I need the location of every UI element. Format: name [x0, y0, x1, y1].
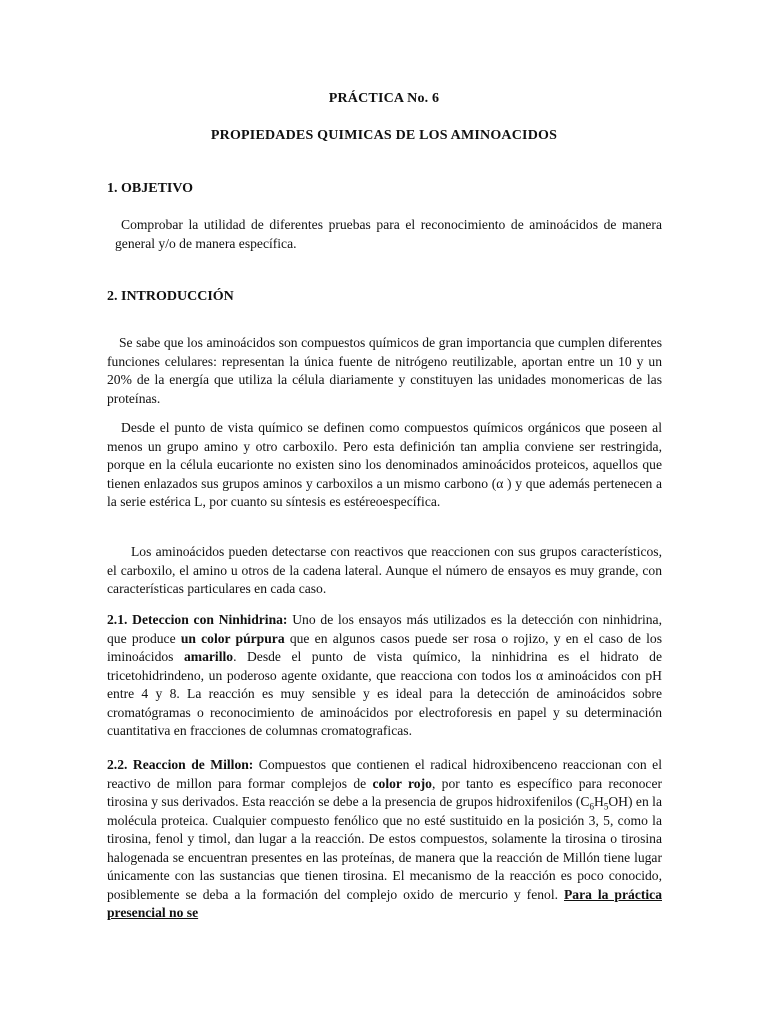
objective-text: Comprobar la utilidad de diferentes pruebas para el reconocimiento de aminoácidos de manera general y/o de manera específica.: [115, 217, 662, 251]
intro-paragraph-3: Los aminoácidos pueden detectarse con reactivos que reaccionen con sus grupos característicos, el carboxilo, el amino u otros de la cadena lateral. Aunque el número de ensayos es muy grande, con características particulares en cada caso.: [107, 544, 662, 596]
main-title: PROPIEDADES QUIMICAS DE LOS AMINOACIDOS: [210, 128, 558, 143]
section-millon: 2.2. Reaccion de Millon: Compuestos que contienen el radical hidroxibenceno reaccionan con el reactivo de millon para formar complejos de color rojo, por tanto es específico para reconocer tirosina y sus derivados. Esta reacción se debe a la presencia de grupos hidroxifenilos $(C_6H_5OH)$ en la molécula proteica. Cualquier compuesto fenólico que no esté sustituido en la posición 3, 5, como la tirosina, fenol y timol, dan lugar a la reacción. De estos compuestos, solamente la tirosina o tirosina halogenada se encuentran presentes en las proteínas, de manera que la reacción de Millón tiene lugar únicamente con las sustancias que tienen tirosina. El mecanismo de la reacción es poco conocido, posiblemente se deba a la formación del complejo oxido de mercurio y fenol. Para la práctica presencial no se: [107, 757, 663, 920]
red-color-term: color rojo: [372, 775, 432, 791]
section-ninhydrin: 2.1. Deteccion con Ninhidrina: Uno de los ensayos más utilizados es la detección con ninhidrina, que produce un color púrpura que en algunos casos puede ser rosa o rojizo, y en el caso de los iminoácidos amarillo. Desde el punto de vista químico, la ninhidrina es el hidrato de tricetohidrindeno, un poderoso agente oxidante, que reacciona con todos los α aminoácidos con pH entre 4 y 8. La reacción es muy sensible y es ideal para la detección de aminoácidos sobre cromatógramas o reconocimiento de aminoácidos por electroforesis en papel y su determinación cuantitativa en fracciones de columnas cromatograficas.: [107, 612, 662, 738]
intro-paragraph-2: Desde el punto de vista químico se definen como compuestos químicos orgánicos que poseen al menos un grupo amino y otro carboxilo. Pero esta definición tan amplia conviene ser restringida, porque en la célula eucarionte no existen sino los denominados aminoácidos proteicos, aquellos que tienen enlazados sus grupos aminos y carboxilos a un mismo carbono (α ) y que además pertenecen a la serie estérica L, por cuanto su síntesis es estéreoespecífica.: [107, 420, 662, 509]
practice-note: Para la práctica presencial no se: [107, 886, 662, 920]
objective-heading: 1. OBJETIVO: [107, 181, 194, 196]
introduction-heading: 2. INTRODUCCIÓN: [107, 289, 234, 304]
intro-paragraph-1: Se sabe que los aminoácidos son compuestos químicos de gran importancia que cumplen diferentes funciones celulares: representan la única fuente de nitrógeno reutilizable, aportan entre un 10 y un 20% de la energía que utiliza la célula diariamente y constituyen las unidades monomericas de las proteínas.: [107, 335, 662, 406]
yellow-color-term: amarillo: [183, 649, 234, 664]
ninhydrin-heading: 2.1. Deteccion con Ninhidrina:: [107, 612, 288, 627]
practice-title: PRÁCTICA No. 6: [328, 91, 440, 106]
millon-heading: 2.2. Reaccion de Millon:: [107, 757, 254, 772]
purple-color-term: un color púrpura: [180, 630, 285, 646]
